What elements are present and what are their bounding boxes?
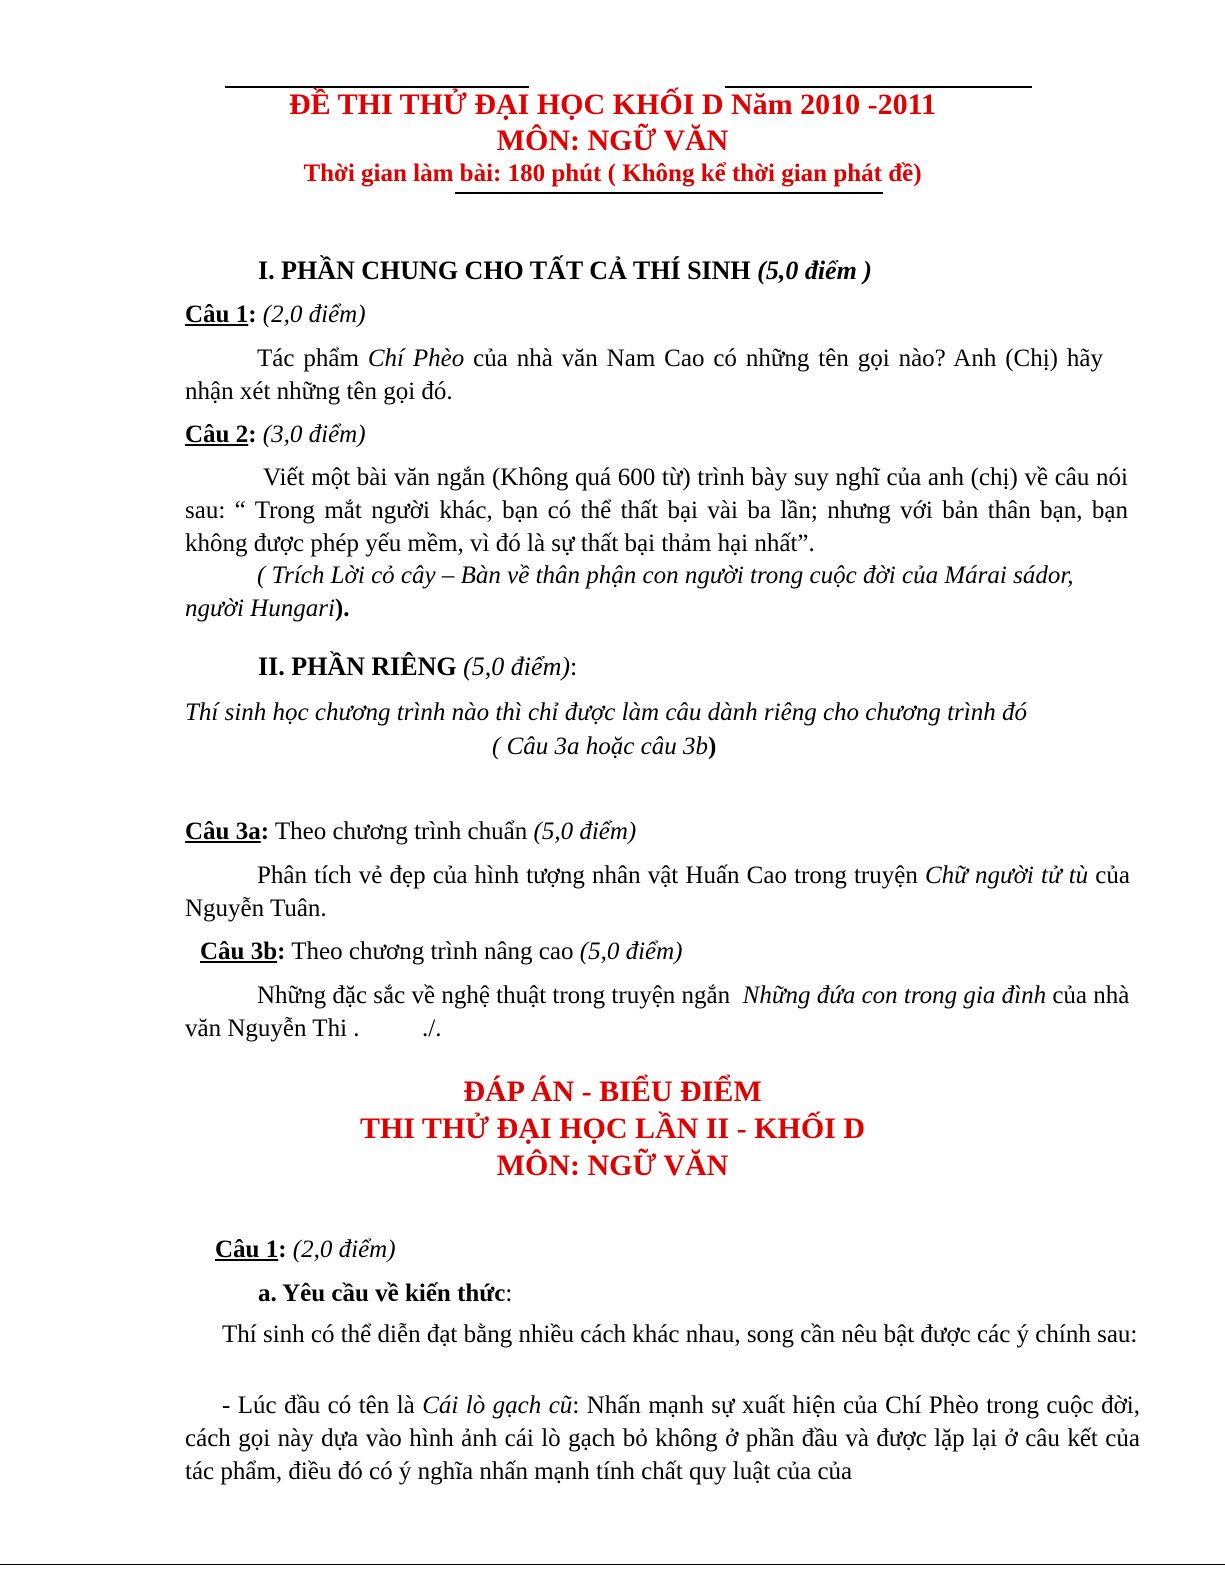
q3b-label-line (200, 935, 683, 968)
part2-note-line2 (492, 730, 716, 763)
answer-q1-label: Câu 1 (215, 1236, 279, 1263)
answer-title-line1: ĐÁP ÁN - BIỂU ĐIỂM (463, 1075, 762, 1108)
q3b-text-b: của nhà văn Nguyễn Thi . ./. (185, 982, 1136, 1042)
answer-title-line2: THI THỬ ĐẠI HỌC LẦN II - KHỐI D (359, 1112, 866, 1145)
q3b-colon: : (277, 938, 286, 965)
part2-colon: : (570, 652, 578, 681)
q3a-text-italic: Chữ người tử tù (925, 862, 1089, 889)
q3b-points: (5,0 điểm) (579, 938, 683, 965)
q1-text-a: Tác phẩm (257, 345, 368, 372)
exam-time-line: Thời gian làm bài: 180 phút ( Không kể thời gian phát đề) (303, 160, 922, 187)
answer-q1-point1-italic: Cái lò gạch cũ (422, 1392, 573, 1419)
part2-note-line2-text: ( Câu 3a hoặc câu 3b (492, 733, 708, 760)
q3a-label-line (185, 815, 636, 848)
part2-heading-text: II. PHẦN RIÊNG (258, 652, 457, 681)
part2-points: (5,0 điểm) (463, 652, 570, 681)
answer-q1-point1-a: - Lúc đầu có tên là (222, 1392, 423, 1419)
q3a-text-b: của Nguyễn Tuân. (185, 862, 1130, 922)
answer-q1-point1 (185, 1389, 1140, 1488)
part1-heading (258, 256, 872, 286)
q1-text-b: của nhà văn Nam Cao có những tên gọi nào? Anh (Chị) hãy nhận xét những tên gọi đó. (185, 345, 1103, 405)
q3a-text-a: Phân tích vẻ đẹp của hình tượng nhân vật Huấn Cao trong truyện (257, 862, 925, 889)
q3b-text-italic: Những đứa con trong gia đình (742, 982, 1047, 1009)
answer-q1-colon: : (278, 1236, 287, 1263)
time-underline (455, 192, 883, 194)
part1-heading-text: I. PHẦN CHUNG CHO TẤT CẢ THÍ SINH (258, 256, 751, 285)
answer-q1-point1-b: : Nhấn mạnh sự xuất hiện của Chí Phèo trong cuộc đời, cách gọi này dựa vào hình ảnh cái lò gạch bỏ không ở phần đầu và được lặp lại ở câu kết của tác phẩm, điều đó có ý nghĩa nhấn mạnh tính chất quy luật của của (185, 1392, 1140, 1485)
q2-text: Viết một bài văn ngắn (Không quá 600 từ) trình bày suy nghĩ của anh (chị) về câu nói sau: “ Trong mắt người khác, bạn có thể thất bại vài ba lần; nhưng với bản thân bạn, bạn không được phép yếu mềm, vì đó là sự thất bại thảm hại nhất”. (185, 464, 1128, 557)
q2-citation-text: ( Trích Lời cỏ cây – Bàn về thân phận con người trong cuộc đời của Márai sádor, người Hungari (185, 562, 1074, 622)
q1-points: (2,0 điểm) (262, 301, 366, 328)
answer-q1-sub-a-text: a. Yêu cầu về kiến thức (258, 1280, 506, 1307)
answer-q1-sub-a-colon: : (505, 1280, 513, 1307)
exam-title-line2: MÔN: NGỮ VĂN (496, 124, 729, 157)
q3b-label: Câu 3b (200, 938, 278, 965)
answer-q1-label-line (215, 1233, 396, 1266)
q1-text (185, 342, 1103, 408)
part2-heading (258, 652, 577, 682)
answer-q1-intro: Thí sinh có thể diễn đạt bằng nhiều cách khác nhau, song cần nêu bật được các ý chính sau: (222, 1321, 1138, 1348)
bottom-rule (0, 1564, 1225, 1565)
part2-note-line2-end: ) (707, 733, 717, 760)
answer-q1-sub-a (258, 1277, 512, 1310)
q3a-colon: : (260, 818, 270, 845)
q3b-text (185, 979, 1136, 1045)
part1-points: (5,0 điểm ) (757, 256, 872, 285)
q2-citation-end: ). (334, 595, 350, 622)
q1-label: Câu 1 (185, 301, 249, 328)
q2-citation (185, 559, 1103, 625)
q2-points: (3,0 điểm) (262, 421, 366, 448)
q2-colon: : (248, 421, 257, 448)
q1-label-line (185, 298, 366, 331)
part2-note-line1: Thí sinh học chương trình nào thì chỉ được làm câu dành riêng cho chương trình đó (185, 699, 1027, 726)
answer-q1-points: (2,0 điểm) (292, 1236, 396, 1263)
q3b-program: Theo chương trình nâng cao (285, 938, 580, 965)
q1-text-italic: Chí Phèo (367, 345, 465, 372)
q3b-text-a: Những đặc sắc về nghệ thuật trong truyện ngắn (257, 982, 743, 1009)
q3a-points: (5,0 điểm) (533, 818, 637, 845)
q1-colon: : (248, 301, 257, 328)
q2-label: Câu 2 (185, 421, 249, 448)
q3a-text (185, 859, 1130, 925)
q2-label-line (185, 418, 366, 451)
q3a-label: Câu 3a (185, 818, 261, 845)
answer-title-line3: MÔN: NGỮ VĂN (496, 1149, 729, 1182)
exam-title-line1: ĐỀ THI THỬ ĐẠI HỌC KHỐI D Năm 2010 -2011 (288, 88, 936, 121)
q3a-program: Theo chương trình chuẩn (269, 818, 534, 845)
